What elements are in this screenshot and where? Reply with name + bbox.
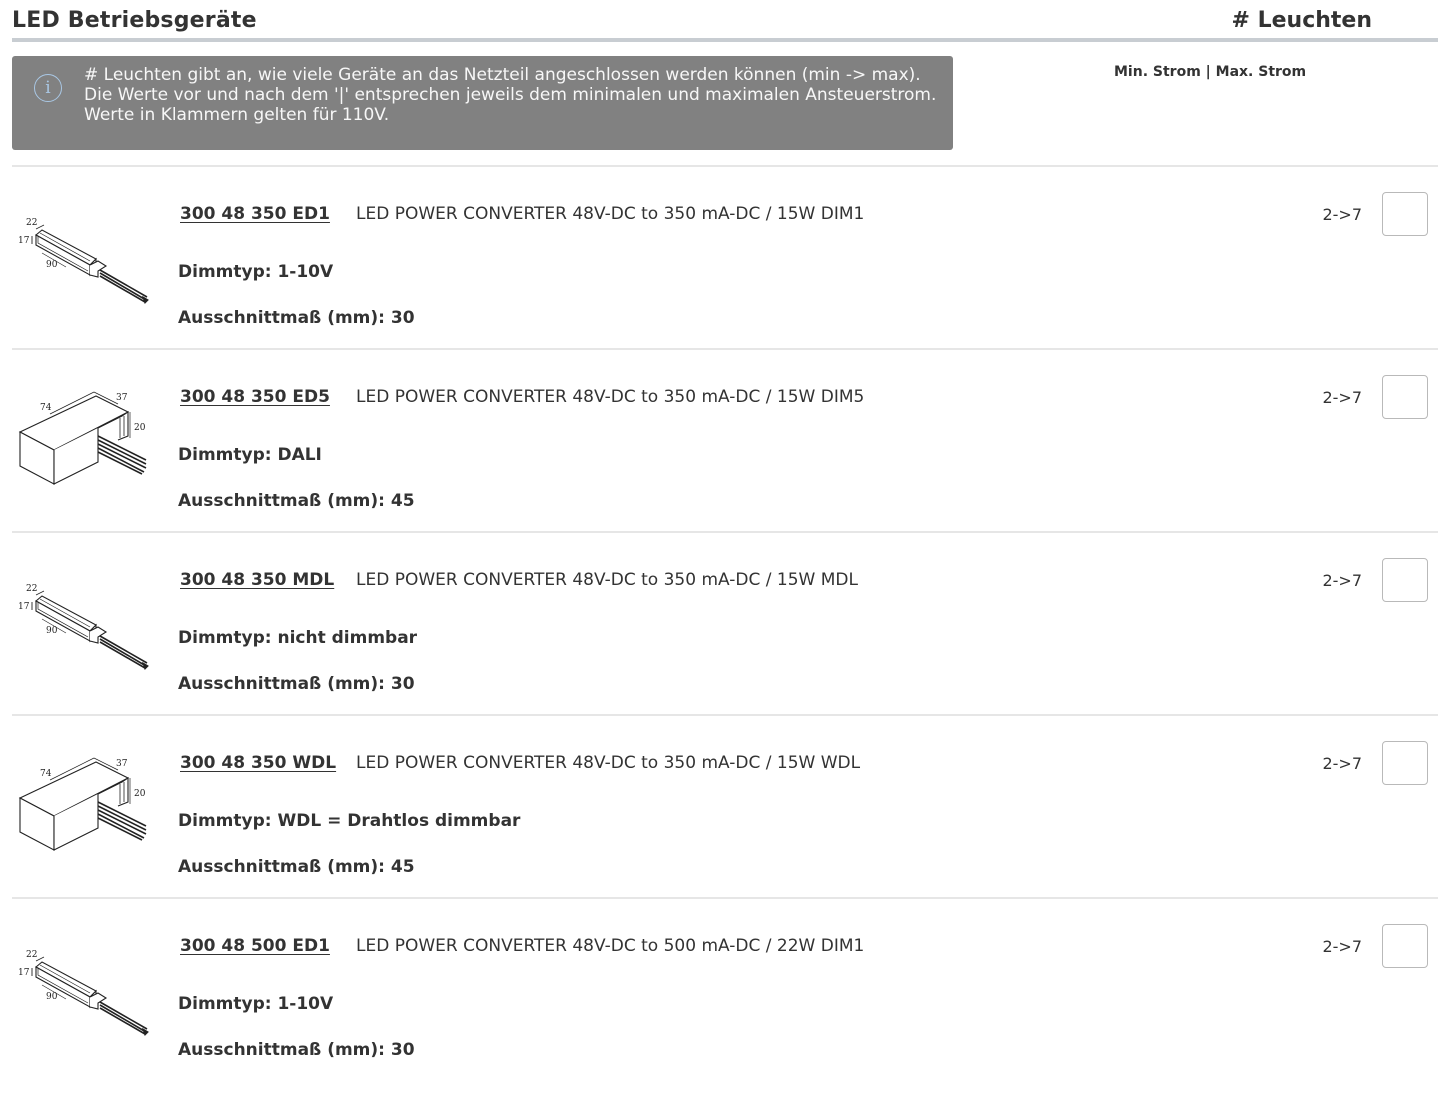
dim-label: 74 xyxy=(40,403,52,413)
dim-label: 22 xyxy=(26,584,38,594)
row-divider xyxy=(12,531,1438,533)
product-select-checkbox[interactable] xyxy=(1382,192,1428,236)
dim-label: 22 xyxy=(26,218,38,228)
dim-label: 17 xyxy=(18,602,30,612)
converter-large-image xyxy=(14,388,154,498)
product-sku-link[interactable]: 300 48 350 WDL xyxy=(180,753,337,773)
section-title: LED Betriebsgeräte xyxy=(12,8,257,33)
product-sku-link[interactable]: 300 48 500 ED1 xyxy=(180,936,330,956)
product-sku-link[interactable]: 300 48 350 MDL xyxy=(180,570,335,590)
current-range-subtitle: Min. Strom | Max. Strom xyxy=(1114,64,1307,80)
leuchten-count: 2->7 xyxy=(1322,388,1362,407)
dim-label: 22 xyxy=(26,950,38,960)
header-rule xyxy=(12,38,1438,42)
leuchten-count: 2->7 xyxy=(1322,754,1362,773)
product-row xyxy=(0,925,1448,1108)
converter-small-image xyxy=(14,937,154,1047)
row-divider xyxy=(12,897,1438,899)
dimmtyp-label: Dimmtyp: WDL = Drahtlos dimmbar xyxy=(178,811,521,831)
product-sku-link[interactable]: 300 48 350 ED1 xyxy=(180,204,330,224)
dim-label: 20 xyxy=(134,789,146,799)
product-description: LED POWER CONVERTER 48V-DC to 350 mA-DC / 15W WDL xyxy=(356,753,861,773)
product-description: LED POWER CONVERTER 48V-DC to 500 mA-DC / 22W DIM1 xyxy=(356,936,865,956)
row-divider xyxy=(12,165,1438,167)
dimmtyp-label: Dimmtyp: DALI xyxy=(178,445,322,465)
product-select-checkbox[interactable] xyxy=(1382,558,1428,602)
product-select-checkbox[interactable] xyxy=(1382,375,1428,419)
ausschnitt-label: Ausschnittmaß (mm): 30 xyxy=(178,1040,415,1060)
dimmtyp-label: Dimmtyp: 1-10V xyxy=(178,994,334,1014)
product-sku-link[interactable]: 300 48 350 ED5 xyxy=(180,387,330,407)
dim-label: 90 xyxy=(46,626,58,636)
converter-large-image xyxy=(14,754,154,864)
leuchten-count: 2->7 xyxy=(1322,937,1362,956)
info-icon: i xyxy=(34,74,62,102)
dim-label: 17 xyxy=(18,236,30,246)
dim-label: 74 xyxy=(40,769,52,779)
product-description: LED POWER CONVERTER 48V-DC to 350 mA-DC / 15W DIM5 xyxy=(356,387,865,407)
product-select-checkbox[interactable] xyxy=(1382,924,1428,968)
product-description: LED POWER CONVERTER 48V-DC to 350 mA-DC / 15W MDL xyxy=(356,570,858,590)
row-divider xyxy=(12,714,1438,716)
info-text: # Leuchten gibt an, wie viele Geräte an das Netzteil angeschlossen werden können (min -> max). Die Werte vor und nach dem '|' entsprechen jeweils dem minimalen und maximalen Ansteuerstrom. Werte in Klammern gelten für 110V. xyxy=(84,65,937,125)
dim-label: 17 xyxy=(18,968,30,978)
dimmtyp-label: Dimmtyp: nicht dimmbar xyxy=(178,628,418,648)
row-divider xyxy=(12,348,1438,350)
ausschnitt-label: Ausschnittmaß (mm): 30 xyxy=(178,308,415,328)
converter-small-image xyxy=(14,571,154,681)
converter-small-image xyxy=(14,205,154,315)
dim-label: 20 xyxy=(134,423,146,433)
dim-label: 90 xyxy=(46,992,58,1002)
dimmtyp-label: Dimmtyp: 1-10V xyxy=(178,262,334,282)
leuchten-count: 2->7 xyxy=(1322,571,1362,590)
leuchten-column-title: # Leuchten xyxy=(1231,8,1372,33)
ausschnitt-label: Ausschnittmaß (mm): 45 xyxy=(178,491,415,511)
ausschnitt-label: Ausschnittmaß (mm): 45 xyxy=(178,857,415,877)
ausschnitt-label: Ausschnittmaß (mm): 30 xyxy=(178,674,415,694)
section-header xyxy=(0,0,1448,42)
product-description: LED POWER CONVERTER 48V-DC to 350 mA-DC / 15W DIM1 xyxy=(356,204,865,224)
info-box xyxy=(12,56,953,150)
product-select-checkbox[interactable] xyxy=(1382,741,1428,785)
dim-label: 90 xyxy=(46,260,58,270)
dim-label: 37 xyxy=(116,393,128,403)
dim-label: 37 xyxy=(116,759,128,769)
leuchten-count: 2->7 xyxy=(1322,205,1362,224)
